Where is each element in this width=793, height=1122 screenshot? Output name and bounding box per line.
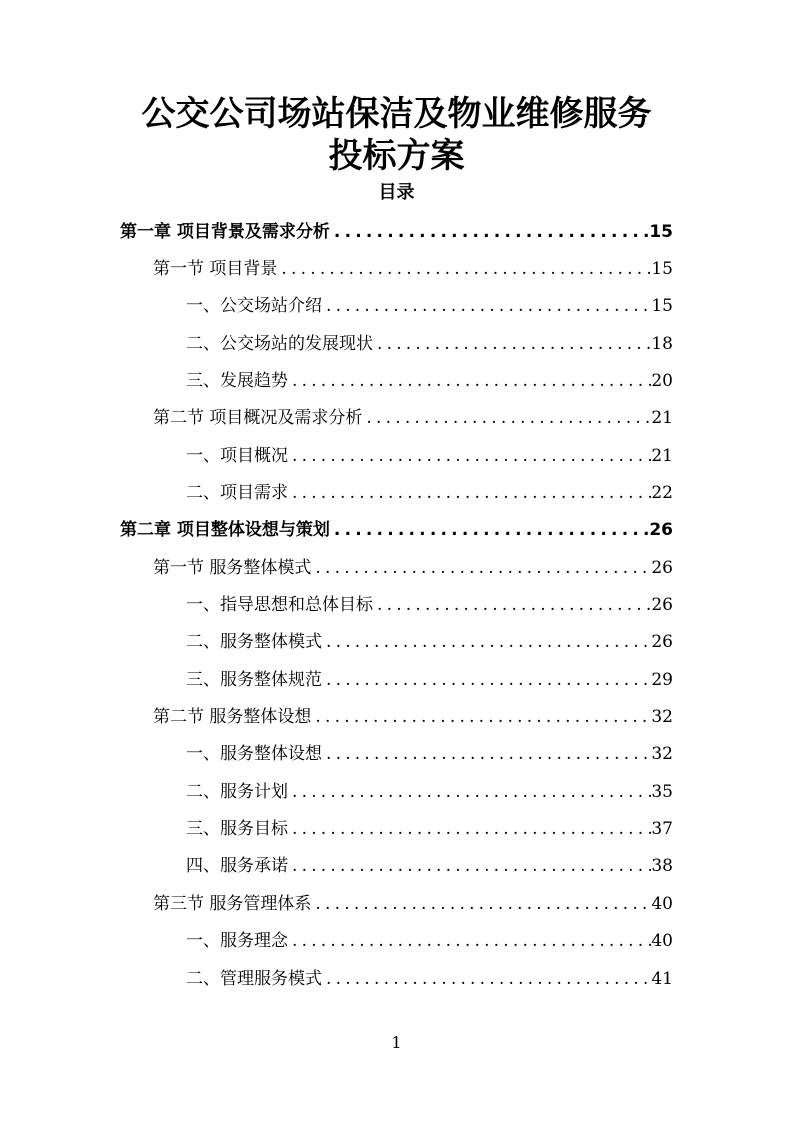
toc-entry-title: 二、服务计划 [186,781,288,802]
toc-entry-page: 15 [651,296,673,317]
toc-entry-title: 一、公交场站介绍 [186,296,322,317]
toc-section-entry[interactable] [153,549,673,586]
page-number: 1 [391,1033,402,1052]
toc-dot-leader [322,631,651,653]
toc-subsection-entry[interactable] [186,811,673,848]
toc-entry-title: 第二章 项目整体设想与策划 [120,520,330,541]
toc-subsection-entry[interactable] [186,288,673,325]
toc-dot-leader [330,519,649,541]
toc-chapter-entry[interactable] [120,213,673,250]
toc-heading: 目录 [378,182,415,203]
toc-entry-page: 26 [649,520,673,541]
toc-entry-page: 38 [651,856,673,877]
toc-dot-leader [288,930,651,952]
toc-dot-leader [277,258,651,280]
toc-entry-page: 32 [651,744,673,765]
toc-dot-leader [322,743,651,765]
toc-entry-page: 41 [651,968,673,989]
toc-entry-title: 第二节 服务整体设想 [153,707,312,728]
toc-dot-leader [330,221,649,243]
toc-entry-page: 21 [651,445,673,466]
toc-dot-leader [288,781,651,803]
toc-dot-leader [311,893,651,915]
toc-entry-title: 第三节 服务管理体系 [153,893,312,914]
toc-entry-title: 三、服务整体规范 [186,669,322,690]
toc-subsection-entry[interactable] [186,960,673,997]
toc-entry-title: 第一章 项目背景及需求分析 [120,221,330,242]
toc-dot-leader [288,818,651,840]
toc-entry-page: 22 [651,482,673,503]
toc-dot-leader [288,370,651,392]
toc-subsection-entry[interactable] [186,325,673,362]
toc-entry-page: 37 [651,819,673,840]
toc-entry-page: 20 [651,370,673,391]
toc-section-entry[interactable] [153,400,673,437]
toc-subsection-entry[interactable] [186,474,673,511]
toc-subsection-entry[interactable] [186,736,673,773]
toc-dot-leader [373,333,651,355]
toc-entry-page: 15 [649,221,673,242]
toc-entry-title: 一、项目概况 [186,445,288,466]
toc-section-entry[interactable] [153,699,673,736]
toc-entry-page: 32 [651,707,673,728]
toc-dot-leader [311,557,651,579]
toc-section-entry[interactable] [153,250,673,287]
toc-dot-leader [288,855,651,877]
toc-dot-leader [322,295,651,317]
toc-entry-title: 四、服务承诺 [186,856,288,877]
toc-entry-page: 26 [651,595,673,615]
toc-dot-leader [288,445,651,467]
toc-entry-page: 15 [651,258,673,279]
toc-subsection-entry[interactable] [186,587,673,624]
toc-entry-page: 29 [651,669,673,690]
toc-entry-page: 40 [651,931,673,952]
toc-subsection-entry[interactable] [186,923,673,960]
toc-dot-leader [362,407,651,429]
toc-entry-title: 二、管理服务模式 [186,968,322,989]
toc-subsection-entry[interactable] [186,773,673,810]
toc-dot-leader [288,482,651,504]
document-title: 公交公司场站保洁及物业维修服务 [141,94,652,134]
toc-entry-title: 三、发展趋势 [186,370,288,391]
toc-entry-title: 一、服务整体设想 [186,744,322,765]
toc-dot-leader [322,669,651,691]
toc-entry-page: 35 [651,781,673,802]
toc-entry-title: 二、项目需求 [186,482,288,503]
toc-entry-page: 26 [651,557,673,578]
toc-dot-leader [322,968,651,990]
toc-entry-page: 21 [651,408,673,429]
toc-entry-title: 一、服务理念 [186,931,288,952]
toc-entry-title: 第一节 项目背景 [153,258,278,279]
toc-subsection-entry[interactable] [186,437,673,474]
toc-entry-title: 第二节 项目概况及需求分析 [153,408,363,429]
toc-entry-page: 18 [651,333,673,354]
toc-entry-title: 第一节 服务整体模式 [153,557,312,578]
toc-dot-leader [311,706,651,728]
toc-subsection-entry[interactable] [186,362,673,399]
toc-entry-title: 二、公交场站的发展现状 [186,333,373,354]
toc-dot-leader [373,594,651,616]
toc-entry-title: 二、服务整体模式 [186,632,322,653]
toc-entry-title: 一、指导思想和总体目标 [186,595,373,615]
toc-chapter-entry[interactable] [120,512,673,549]
toc-subsection-entry[interactable] [186,848,673,885]
toc-entry-page: 40 [651,893,673,914]
document-title-continued: 投标方案 [328,136,465,176]
toc-entry-title: 三、服务目标 [186,819,288,840]
toc-subsection-entry[interactable] [186,661,673,698]
toc-subsection-entry[interactable] [186,624,673,661]
toc-section-entry[interactable] [153,885,673,922]
toc-entry-page: 26 [651,632,673,653]
